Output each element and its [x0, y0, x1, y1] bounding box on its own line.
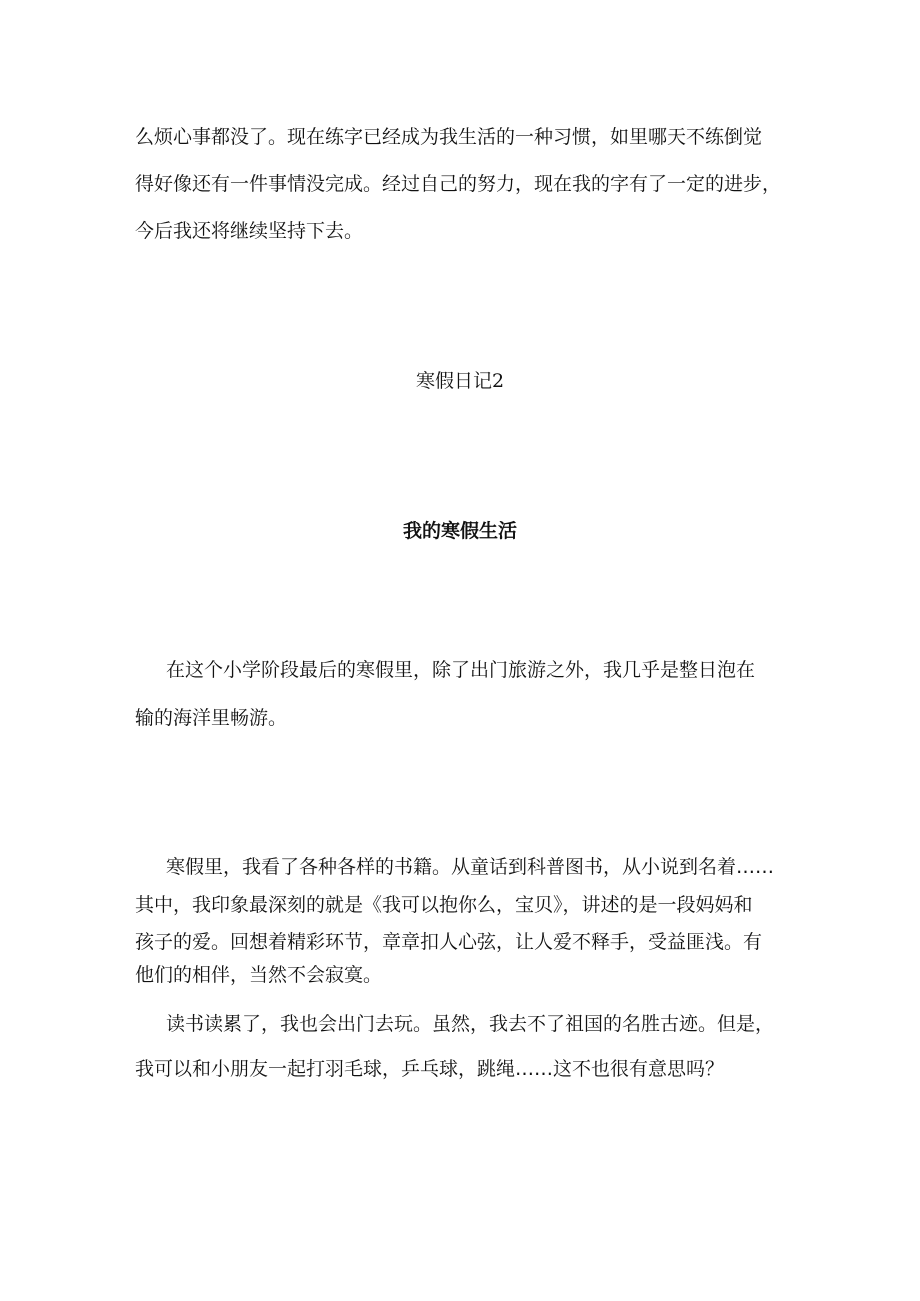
section-heading: 寒假日记2: [415, 370, 505, 392]
paragraph-3-line-2: 其中，我印象最深刻的就是《我可以抱你么，宝贝》，讲述的是一段妈妈和: [135, 894, 753, 916]
paragraph-1-line-1: 么烦心事都没了。现在练字已经成为我生活的一种习惯，如里哪天不练倒觉: [135, 126, 763, 148]
paragraph-4-line-1: 读书读累了，我也会出门去玩。虽然，我去不了祖国的名胜古迹。但是，: [166, 1013, 775, 1035]
paragraph-2-line-1: 在这个小学阶段最后的寒假里，除了出门旅游之外，我几乎是整日泡在: [166, 659, 756, 681]
essay-title: 我的寒假生活: [402, 520, 517, 542]
paragraph-1-line-2: 得好像还有一件事情没完成。经过自己的努力，现在我的字有了一定的进步，: [135, 173, 782, 195]
paragraph-3-line-1: 寒假里，我看了各种各样的书籍。从童话到科普图书，从小说到名着……: [166, 856, 775, 878]
paragraph-4-line-2: 我可以和小朋友一起打羽毛球，乒乓球，跳绳……这不也很有意思吗？: [135, 1058, 725, 1080]
paragraph-2-line-2: 输的海洋里畅游。: [135, 707, 288, 729]
paragraph-1-line-3: 今后我还将继续坚持下去。: [135, 220, 364, 242]
paragraph-3-line-4: 他们的相伴，当然不会寂寞。: [135, 964, 383, 986]
paragraph-3-line-3: 孩子的爱。回想着精彩环节，章章扣人心弦，让人爱不释手，受益匪浅。有: [135, 931, 763, 953]
